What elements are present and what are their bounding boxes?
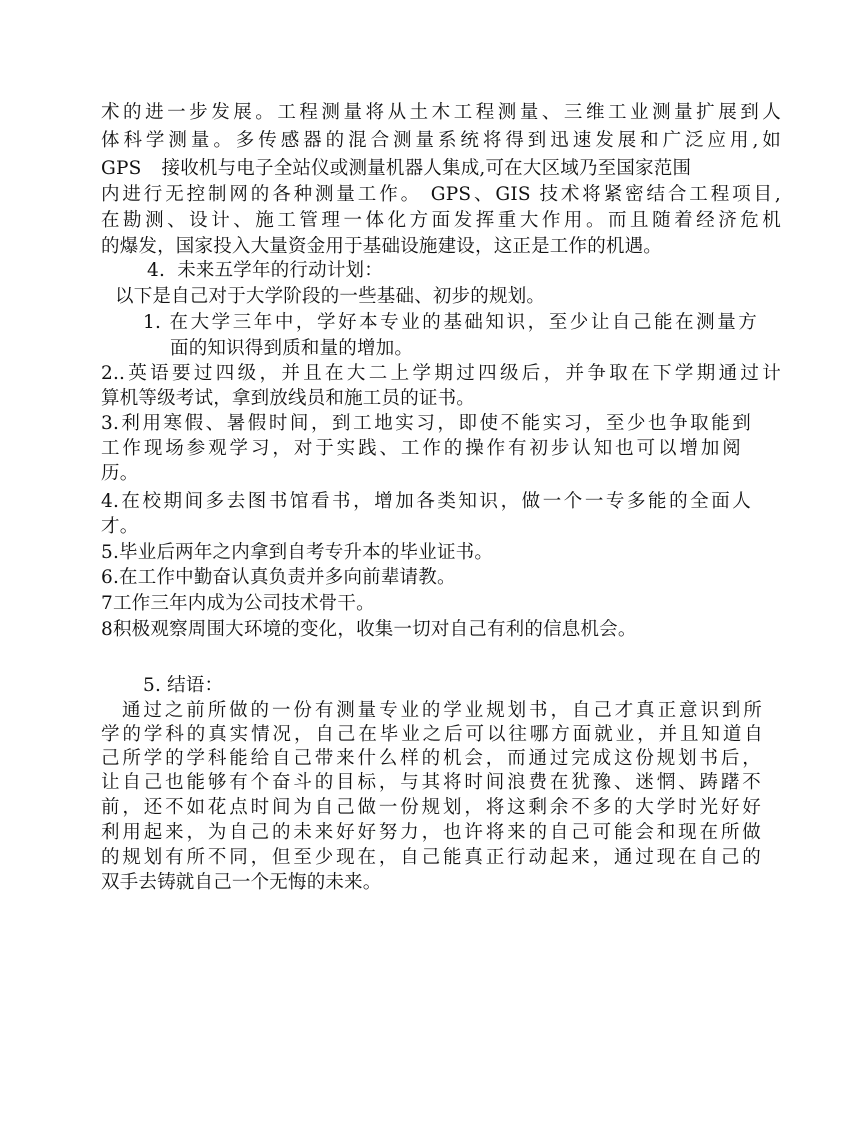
plan-item-5: 5.毕业后两年之内拿到自考专升本的毕业证书。	[101, 542, 494, 563]
plan-item-2: 2..英语要过四级，并且在大二上学期过四级后，并争取在下学期通过计	[101, 363, 781, 384]
plan-item-1-cont: 面的知识得到质和量的增加。	[170, 338, 414, 359]
section4-heading: 4. 未来五学年的行动计划：	[147, 260, 383, 281]
conclusion-line-8: 双手去铸就自己一个无悔的未来。	[101, 872, 382, 893]
intro-line-4: 内进行无控制网的各种测量工作。 GPS、GIS 技术将紧密结合工程项目,	[101, 184, 781, 205]
intro-line-5: 在勘测、设计、施工管理一体化方面发挥重大作用。而且随着经济危机	[101, 210, 781, 231]
conclusion-line-5: 前，还不如花点时间为自己做一份规划，将这剩余不多的大学时光好好	[101, 797, 761, 818]
conclusion-line-1: 通过之前所做的一份有测量专业的学业规划书，自己才真正意识到所	[122, 700, 762, 721]
plan-item-1: 1. 在大学三年中，学好本专业的基础知识，至少让自己能在测量方	[143, 312, 757, 333]
plan-item-6: 6.在工作中勤奋认真负责并多向前辈请教。	[101, 567, 456, 588]
plan-item-3-cont: 工作现场参观学习，对于实践、工作的操作有初步认知也可以增加阅	[101, 438, 741, 459]
section4-intro: 以下是自己对于大学阶段的一些基础、初步的规划。	[115, 286, 546, 307]
plan-item-3: 3.利用寒假、暑假时间，到工地实习，即使不能实习，至少也争取能到	[101, 413, 751, 434]
conclusion-line-4: 让自己也能够有个奋斗的目标，与其将时间浪费在犹豫、迷惘、踌躇不	[101, 772, 761, 793]
plan-item-4: 4.在校期间多去图书馆看书，增加各类知识，做一个一专多能的全面人	[101, 491, 751, 512]
plan-item-2-cont: 算机等级考试，拿到放线员和施工员的证书。	[101, 388, 476, 409]
intro-line-3-text: 接收机与电子全站仪或测量机器人集成,可在大区域乃至国家范围	[161, 158, 692, 179]
conclusion-line-3: 己所学的学科能给自己带来什么样的机会，而通过完成这份规划书后，	[101, 748, 761, 769]
intro-line-1: 术的进一步发展。工程测量将从土木工程测量、三维工业测量扩展到人	[101, 102, 781, 123]
intro-line-6: 的爆发，国家投入大量资金用于基础设施建设，这正是工作的机遇。	[101, 236, 663, 257]
gps-term: GPS	[101, 158, 142, 179]
plan-item-4-cont: 才。	[101, 516, 139, 537]
intro-line-2: 体科学测量。多传感器的混合测量系统将得到迅速发展和广泛应用,如	[101, 130, 781, 151]
conclusion-line-7: 的规划有所不同，但至少现在，自己能真正行动起来，通过现在自己的	[101, 847, 761, 868]
intro-line-3	[101, 156, 781, 182]
section5-heading: 5. 结语：	[143, 675, 224, 696]
conclusion-line-6: 利用起来，为自己的未来好好努力，也许将来的自己可能会和现在所做	[101, 822, 761, 843]
plan-item-3-end: 历。	[101, 463, 139, 484]
conclusion-line-2: 学的学科的真实情况，自己在毕业之后可以往哪方面就业，并且知道自	[101, 724, 763, 745]
plan-item-8: 8积极观察周围大环境的变化，收集一切对自己有利的信息机会。	[101, 619, 637, 640]
plan-item-7: 7工作三年内成为公司技术骨干。	[101, 593, 375, 614]
